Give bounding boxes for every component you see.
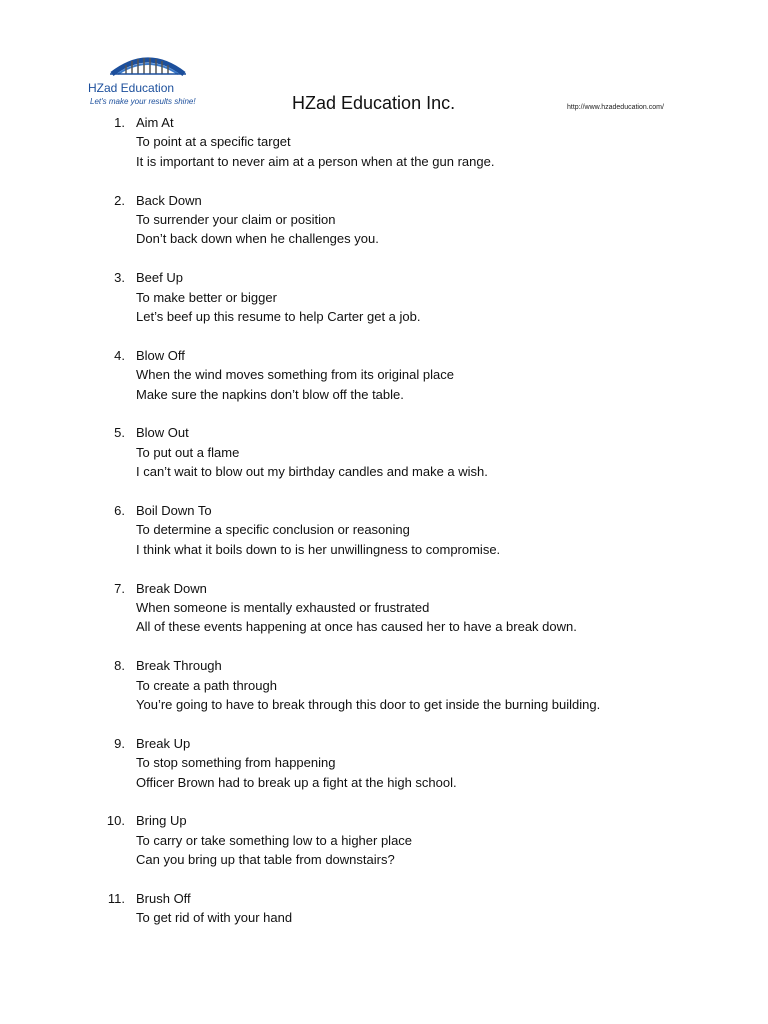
list-item: [0, 656, 768, 734]
entry-number: 9.: [114, 735, 125, 751]
entry-number: 6.: [114, 502, 125, 518]
entry-number: 4.: [114, 347, 125, 363]
list-item: [0, 579, 768, 657]
entry-number: 8.: [114, 658, 125, 674]
list-item: [0, 346, 768, 424]
entry-term: Boil Down To: [136, 502, 212, 518]
company-logo: [88, 50, 208, 110]
entry-example: It is important to never aim at a person when at the gun range.: [136, 153, 495, 169]
entry-example: I can’t wait to blow out my birthday candles and make a wish.: [136, 464, 488, 480]
entry-number: 5.: [114, 425, 125, 441]
entry-example: Can you bring up that table from downstairs?: [136, 852, 395, 868]
list-item: [0, 734, 768, 812]
entry-term: Break Through: [136, 658, 222, 674]
list-item: [0, 811, 768, 889]
entry-definition: To surrender your claim or position: [136, 212, 336, 227]
document-title: HZad Education Inc.: [292, 93, 456, 113]
entry-number: 7.: [114, 580, 125, 596]
entry-definition: To create a path through: [136, 677, 277, 693]
entry-number: 10.: [106, 813, 125, 829]
list-item: [0, 268, 768, 346]
entry-definition: When the wind moves something from its original place: [136, 367, 454, 383]
entry-example: You’re going to have to break through this door to get inside the burning building.: [136, 696, 601, 712]
list-item: [0, 423, 768, 501]
entry-definition: To determine a specific conclusion or reasoning: [136, 522, 410, 538]
list-item: [0, 889, 768, 967]
entry-number: 1.: [114, 115, 125, 130]
entry-definition: To point at a specific target: [136, 134, 291, 150]
entry-number: 11.: [107, 890, 125, 906]
list-item: [0, 113, 768, 191]
entry-definition: To carry or take something low to a higher place: [136, 832, 413, 848]
list-item: [0, 501, 768, 579]
entry-example: Officer Brown had to break up a fight at the high school.: [136, 774, 457, 790]
logo-tagline: Let's make your results shine!: [90, 97, 196, 106]
entry-term: Brush Off: [136, 890, 191, 906]
entry-number: 3.: [114, 270, 125, 286]
entry-definition: When someone is mentally exhausted or frustrated: [136, 599, 430, 615]
entry-example: Let’s beef up this resume to help Carter get a job.: [136, 309, 421, 324]
phrasal-verb-list: [0, 113, 768, 967]
list-item: [0, 191, 768, 269]
entry-number: 2.: [114, 192, 125, 208]
entry-example: Make sure the napkins don’t blow off the table.: [136, 386, 404, 402]
entry-term: Blow Out: [136, 425, 189, 441]
entry-term: Break Down: [136, 580, 207, 596]
entry-term: Aim At: [136, 115, 174, 130]
entry-example: I think what it boils down to is her unwillingness to compromise.: [136, 541, 501, 557]
entry-definition: To put out a flame: [136, 444, 240, 460]
entry-term: Blow Off: [136, 347, 185, 363]
logo-name: HZad Education: [88, 81, 175, 95]
bridge-logo-icon: [108, 50, 188, 82]
entry-term: Back Down: [136, 192, 202, 208]
entry-term: Bring Up: [136, 813, 187, 829]
entry-term: Break Up: [136, 735, 191, 751]
entry-definition: To make better or bigger: [136, 289, 277, 305]
website-url: http://www.hzadeducation.com/: [567, 104, 664, 111]
entry-term: Beef Up: [136, 270, 183, 286]
entry-example: All of these events happening at once has caused her to have a break down.: [136, 619, 577, 635]
entry-example: Don’t back down when he challenges you.: [136, 231, 379, 247]
entry-definition: To stop something from happening: [136, 755, 336, 771]
entry-definition: To get rid of with your hand: [136, 910, 293, 926]
